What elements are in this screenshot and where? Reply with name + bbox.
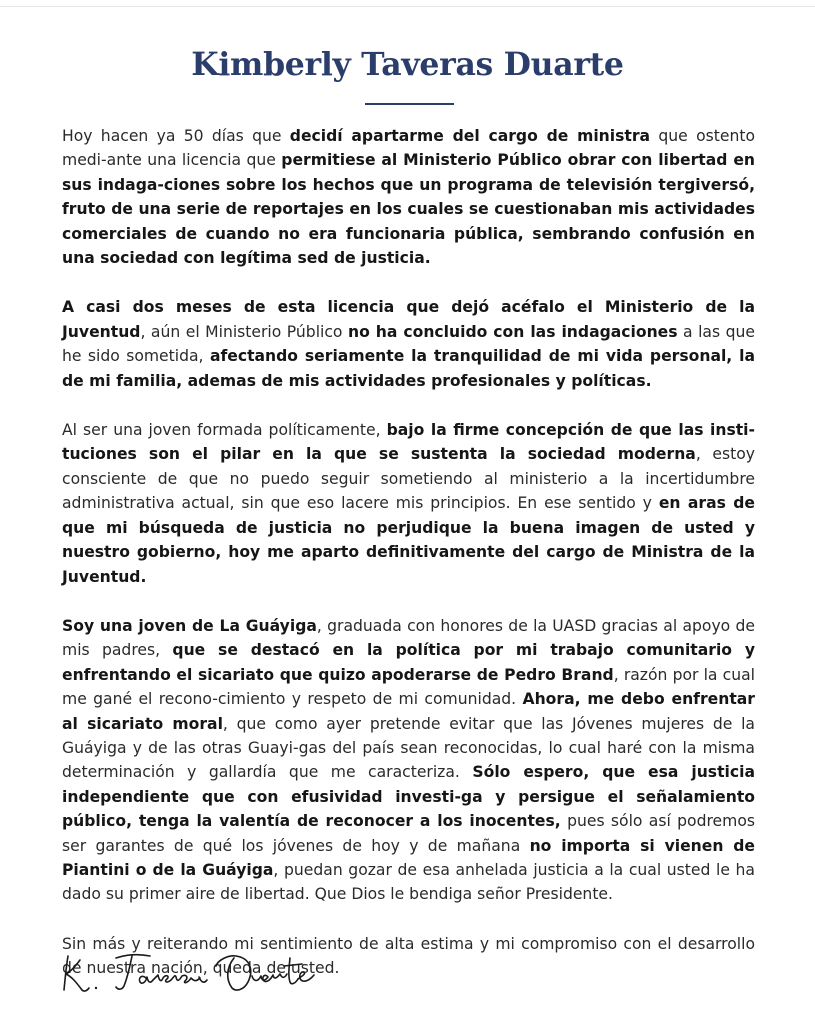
paragraph bbox=[62, 295, 755, 393]
bold-text-run: no importa si vienen de Piantini o de la Guáyiga bbox=[62, 836, 755, 879]
text-run: pues sólo así podremos ser garantes de qué los jóvenes de hoy y de mañana bbox=[62, 812, 756, 855]
handwritten-signature bbox=[58, 944, 338, 1000]
bold-text-run: decidí apartarme del cargo de ministra bbox=[289, 127, 651, 145]
bold-text-run: no ha concluido con las indagaciones bbox=[347, 322, 678, 341]
text-run: , graduada con honores de la UASD gracias al apoyo de mis padres, bbox=[62, 616, 755, 660]
signature-graphic bbox=[58, 944, 338, 1000]
text-run: , aún el Ministerio Público bbox=[140, 322, 348, 341]
bold-text-run: afectando seriamente la tranquilidad de mi vida personal, la de mi familia, ademas de mis actividades profesionales y políticas. bbox=[62, 347, 755, 390]
bold-text-run: bajo la firme concepción de que las insti-tuciones son el pilar en la que se sustenta la sociedad moderna bbox=[62, 421, 755, 464]
text-run: , estoy consciente de que no puedo seguir sometiendo al ministerio a la incertidumbre administrativa actual, sin que eso lacere mis principios. En ese sentido y bbox=[62, 445, 755, 513]
top-divider bbox=[0, 6, 815, 7]
bold-text-run: en aras de que mi búsqueda de justicia no perjudique la buena imagen de usted y nuestro gobierno, hoy me aparto definitivamente del cargo de Ministra de la Juventud. bbox=[62, 494, 755, 586]
bold-text-run: Soy una joven de La Guáyiga bbox=[62, 616, 317, 635]
letter-body bbox=[62, 124, 755, 1006]
text-run: , razón por la cual me gané el recono-cimiento y respeto de mi comunidad. bbox=[62, 665, 755, 709]
text-run: Sin más y reiterando mi sentimiento de alta estima y mi compromiso con el desarrollo de nuestra nación, queda de usted. bbox=[62, 934, 755, 978]
paragraph bbox=[62, 124, 755, 270]
bold-text-run: Ahora, me debo enfrentar al sicariato moral bbox=[62, 690, 755, 733]
bold-text-run: permitiese al Ministerio Público obrar con libertad en sus indaga-ciones sobre los hechos que un programa de televisión tergiversó, fruto de una serie de reportajes en los cuales se cuestionaban mis actividades comerciales de cuando no era funcionaria pública, sembrando confusión en una sociedad con legítima sed de justicia. bbox=[62, 151, 756, 268]
paragraph bbox=[62, 614, 755, 907]
text-run: , que como ayer pretende evitar que las Jóvenes mujeres de la Guáyiga y de las otras Guayi-gas del país sean reconocidas, lo cual haré con la misma determinación y gallardía que me caracteriza. bbox=[62, 714, 755, 782]
paragraph bbox=[62, 418, 755, 589]
bold-text-run: que se destacó en la política por mi trabajo comunitario y enfrentando el sicariato que quizo apoderarse de Pedro Brand bbox=[62, 641, 755, 684]
text-run: a las que he sido sometida, bbox=[62, 322, 755, 366]
text-run: , puedan gozar de esa anhelada justicia a la cual usted le ha dado su primer aire de libertad. Que Dios le bendiga señor Presidente. bbox=[62, 860, 755, 904]
text-run: Hoy hacen ya 50 días que bbox=[62, 127, 290, 145]
text-run: Al ser una joven formada políticamente, bbox=[62, 421, 387, 440]
title-underline bbox=[365, 103, 454, 105]
bold-text-run: A casi dos meses de esta licencia que dejó acéfalo el Ministerio de la Juventud bbox=[62, 298, 755, 341]
letter-title: Kimberly Taveras Duarte bbox=[191, 46, 624, 83]
bold-text-run: Sólo espero, que esa justicia independiente que con efusividad investi-ga y persigue el señalamiento público, tenga la valentía de reconocer a los inocentes, bbox=[62, 763, 755, 831]
text-run: que ostento medi-ante una licencia que bbox=[62, 127, 755, 170]
